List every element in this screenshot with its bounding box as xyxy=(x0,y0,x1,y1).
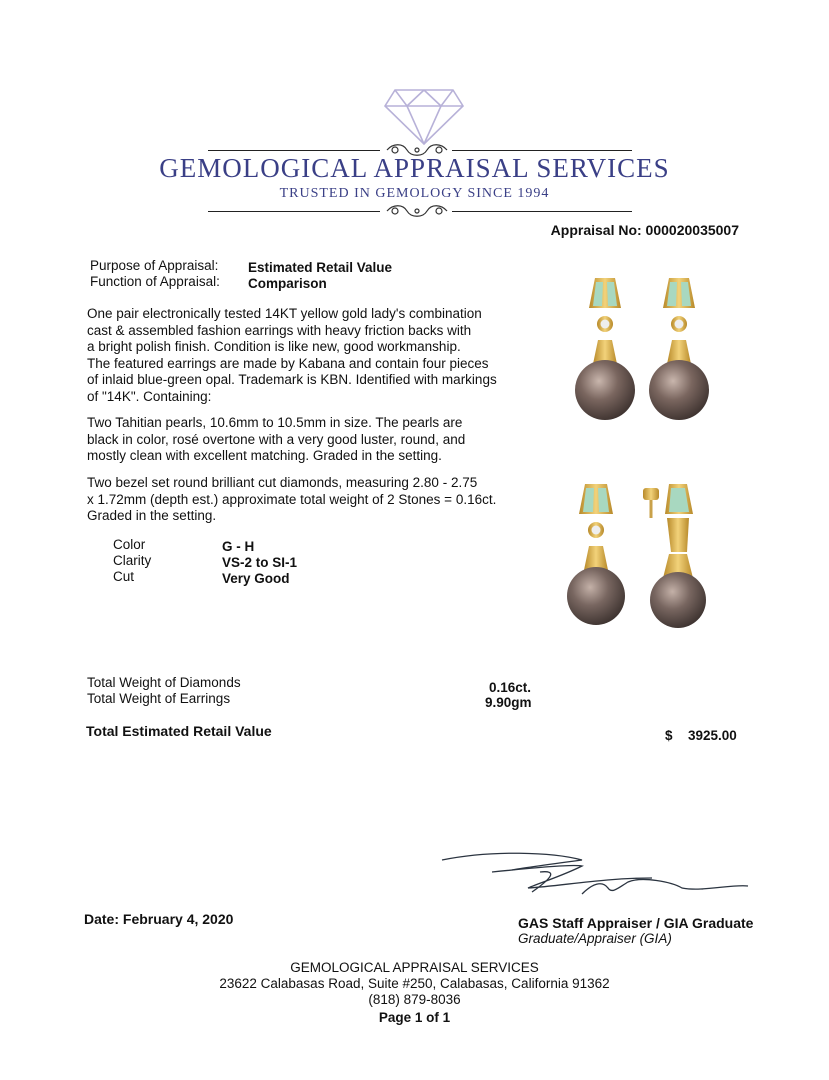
grade-label-clarity: Clarity xyxy=(113,553,152,568)
appraisal-number: Appraisal No: 000020035007 xyxy=(550,222,739,238)
total-diamonds-value: 0.16ct. xyxy=(489,680,532,695)
pearls-line: black in color, rosé overtone with a very good luster, round, and xyxy=(87,431,466,447)
description-line: a bright polish finish. Condition is like new, good workmanship. xyxy=(87,339,461,354)
letterhead-rule-top xyxy=(208,150,380,151)
grade-value-clarity: VS-2 to SI-1 xyxy=(222,555,298,570)
company-tagline: TRUSTED IN GEMOLOGY SINCE 1994 xyxy=(279,186,550,201)
footer-address: 23622 Calabasas Road, Suite #250, Calabasas, California 91362 xyxy=(219,976,610,991)
grade-value-cut: Very Good xyxy=(222,571,290,586)
scroll-ornament-icon xyxy=(383,202,451,220)
diamonds-line: Two bezel set round brilliant cut diamonds, measuring 2.80 - 2.75 xyxy=(87,475,478,490)
grade-label-color: Color xyxy=(113,537,146,552)
function-label: Function of Appraisal: xyxy=(90,274,220,289)
total-retail-currency: $ xyxy=(665,728,673,743)
earring-photo-side xyxy=(565,478,730,633)
grade-label-cut: Cut xyxy=(113,569,135,584)
page-number: Page 1 of 1 xyxy=(378,1010,451,1025)
appraisal-date: Date: February 4, 2020 xyxy=(84,911,234,927)
purpose-value: Estimated Retail Value xyxy=(248,260,393,275)
diamonds-description xyxy=(87,475,527,525)
letterhead-rule-bottom xyxy=(452,211,632,212)
total-retail-label: Total Estimated Retail Value xyxy=(86,723,272,739)
signature-image xyxy=(432,848,752,908)
appraiser-subtitle: Graduate/Appraiser (GIA) xyxy=(518,931,672,946)
total-earrings-value: 9.90gm xyxy=(485,695,532,710)
diamonds-line: Graded in the setting. xyxy=(87,508,217,523)
earring-photo-front xyxy=(565,272,730,432)
letterhead-rule-bottom xyxy=(208,211,380,212)
pearls-line: Two Tahitian pearls, 10.6mm to 10.5mm in size. The pearls are xyxy=(87,415,463,430)
company-name: GEMOLOGICAL APPRAISAL SERVICES xyxy=(159,153,670,183)
pearls-line: mostly clean with excellent matching. Graded in the setting. xyxy=(87,448,442,463)
description-line: of "14K". Containing: xyxy=(87,388,212,404)
footer-company: GEMOLOGICAL APPRAISAL SERVICES xyxy=(290,960,539,975)
total-earrings-label: Total Weight of Earrings xyxy=(87,691,231,706)
letterhead-rule-top xyxy=(452,150,632,151)
diamond-logo-icon xyxy=(383,86,465,148)
purpose-label: Purpose of Appraisal: xyxy=(90,258,219,273)
grade-value-color: G - H xyxy=(222,539,255,554)
description-line: One pair electronically tested 14KT yellow gold lady's combination xyxy=(87,306,482,321)
function-value: Comparison xyxy=(248,276,327,291)
description-line: cast & assembled fashion earrings with heavy friction backs with xyxy=(87,322,472,338)
total-diamonds-label: Total Weight of Diamonds xyxy=(87,675,241,690)
total-retail-value: 3925.00 xyxy=(688,728,737,743)
description-line: of inlaid blue-green opal. Trademark is KBN. Identified with markings xyxy=(87,372,497,387)
appraiser-title: GAS Staff Appraiser / GIA Graduate xyxy=(518,915,754,931)
description-line: The featured earrings are made by Kabana and contain four pieces xyxy=(87,355,489,371)
pearls-description xyxy=(87,415,527,465)
footer-phone: (818) 879-8036 xyxy=(368,992,461,1007)
diamonds-line: x 1.72mm (depth est.) approximate total weight of 2 Stones = 0.16ct. xyxy=(87,491,497,507)
item-description xyxy=(87,306,527,405)
